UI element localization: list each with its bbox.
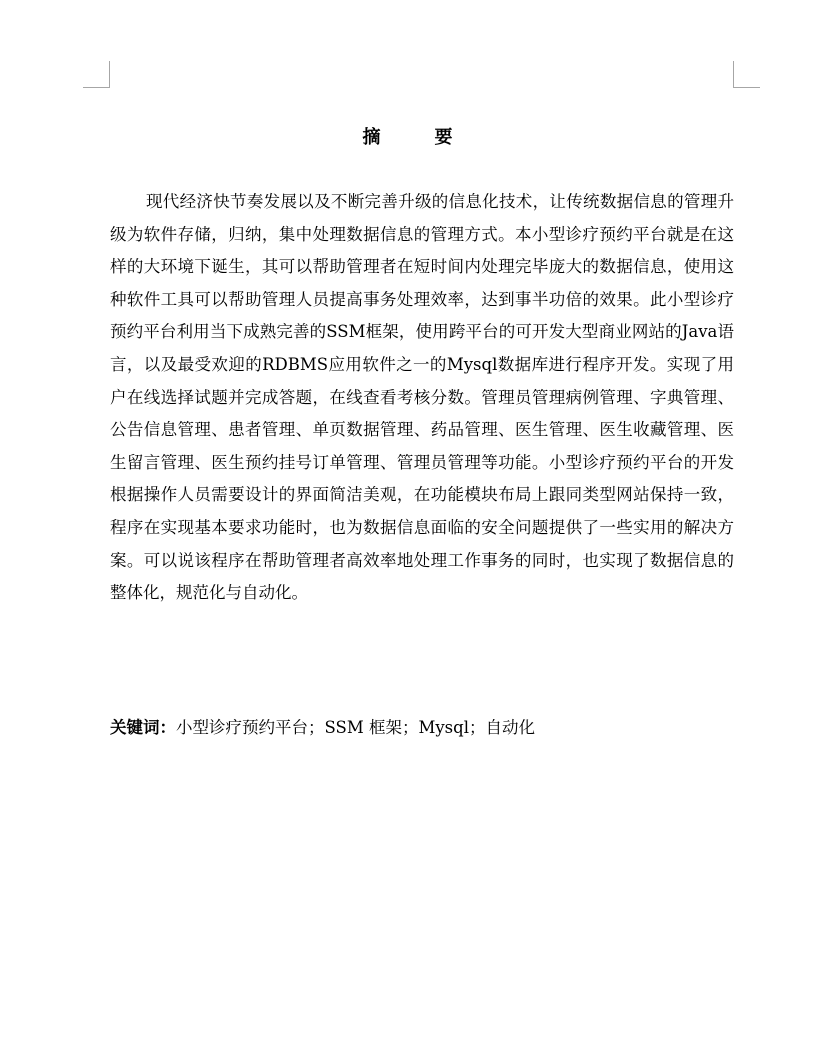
abstract-title: 摘 要 (362, 127, 471, 148)
keywords-line (110, 714, 734, 742)
keywords-label: 关键词： (110, 718, 176, 737)
crop-mark-top-left (83, 61, 110, 88)
keywords-text: 小型诊疗预约平台；SSM 框架；Mysql；自动化 (176, 718, 535, 737)
abstract-body: 现代经济快节奏发展以及不断完善升级的信息化技术，让传统数据信息的管理升级为软件存储，归纳，集中处理数据信息的管理方式。本小型诊疗预约平台就是在这样的大环境下诞生，其可以帮助管理者在短时间内处理完毕庞大的数据信息，使用这种软件工具可以帮助管理人员提高事务处理效率，达到事半功倍的效果。此小型诊疗预约平台利用当下成熟完善的SSM框架，使用跨平台的可开发大型商业网站的Java语言，以及最受欢迎的RDBMS应用软件之一的Mysql数据库进行程序开发。实现了用户在线选择试题并完成答题，在线查看考核分数。管理员管理病例管理、字典管理、公告信息管理、患者管理、单页数据管理、药品管理、医生管理、医生收藏管理、医生留言管理、医生预约挂号订单管理、管理员管理等功能。小型诊疗预约平台的开发根据操作人员需要设计的界面简洁美观，在功能模块布局上跟同类型网站保持一致，程序在实现基本要求功能时，也为数据信息面临的安全问题提供了一些实用的解决方案。可以说该程序在帮助管理者高效率地处理工作事务的同时，也实现了数据信息的整体化，规范化与自动化。 (110, 192, 734, 603)
crop-mark-top-right (733, 61, 760, 88)
